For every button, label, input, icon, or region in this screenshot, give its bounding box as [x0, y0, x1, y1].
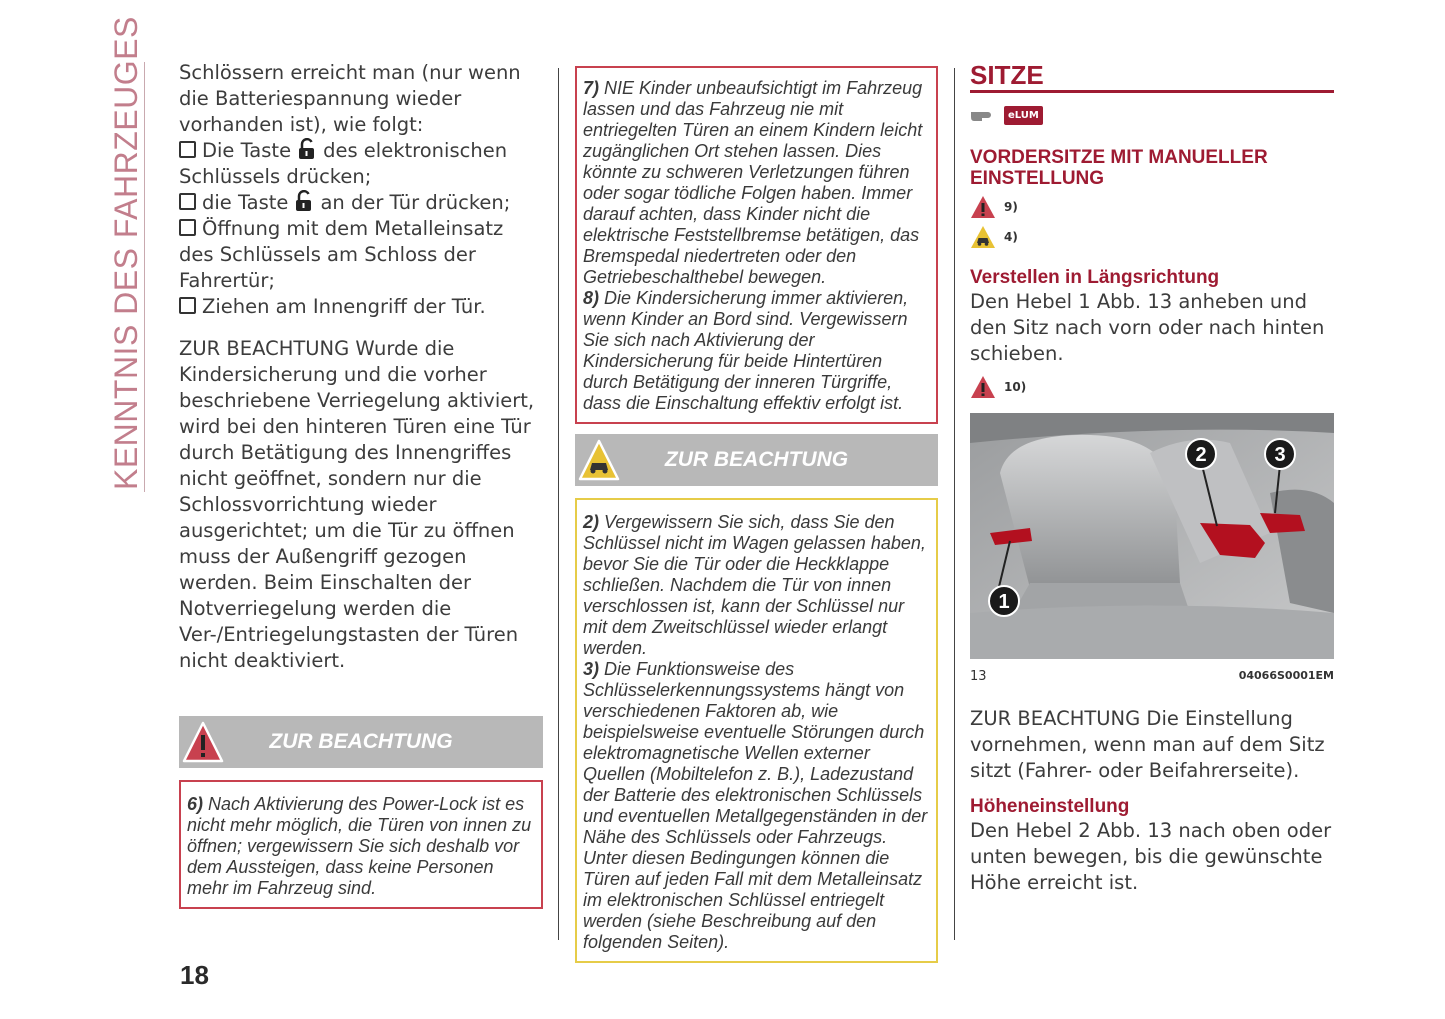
- warning-ref: 9): [970, 195, 1334, 219]
- intro-text: Schlössern erreicht man (nur wenn die Batteriespannung wieder vorhanden ist), wie folgt:: [179, 61, 521, 136]
- warning-number: 6): [187, 794, 204, 814]
- section-title: SITZE: [970, 60, 1334, 93]
- warning-item: 8) Die Kindersicherung immer aktivieren, wenn Kinder an Bord sind. Vergewissern Sie sich nach Aktivierung der Kindersicherung für beide Hintertüren durch Betätigung der inneren Türgriffe, dass die Einschaltung effektiv erfolgt ist.: [583, 288, 909, 413]
- danger-triangle-icon: [970, 195, 996, 219]
- elum-badge: eLUM: [1004, 106, 1043, 125]
- seat-note: ZUR BEACHTUNG Die Einstellung vornehmen, wenn man auf dem Sitz sitzt (Fahrer- oder Beifahrerseite).: [970, 707, 1325, 782]
- column-left: [179, 60, 543, 909]
- svg-text:1: 1: [998, 591, 1010, 613]
- note-ref: 4): [970, 225, 1334, 249]
- caution-car-triangle-icon: [578, 438, 620, 482]
- chapter-side-title: [104, 16, 145, 492]
- subsection-heading: VORDERSITZE MIT MANUELLER EINSTELLUNG: [970, 147, 1268, 189]
- note-box: [575, 498, 938, 963]
- column-divider: [558, 68, 559, 940]
- callout-2: [1186, 439, 1216, 469]
- longitudinal-text: Den Hebel 1 Abb. 13 anheben und den Sitz nach vorn oder nach hinten schieben.: [970, 290, 1325, 365]
- warning-box: [575, 66, 938, 424]
- callout-1: [989, 586, 1019, 616]
- danger-triangle-icon: [182, 720, 224, 764]
- svg-text:2: 2: [1195, 444, 1207, 466]
- bullet-square-icon: [179, 141, 196, 158]
- figure-number: 13: [970, 669, 987, 684]
- warning-ref: 10): [970, 375, 1334, 399]
- heading-longitudinal: Verstellen in Längsrichtung: [970, 267, 1220, 288]
- child-lock-note: ZUR BEACHTUNG Wurde die Kindersicherung und die vorher beschriebene Verriegelung aktiviert, wird bei den hinteren Türen eine Tür durch Betätigung des Innengriffes nicht geöffnet, sondern nur die Schlossvorrichtung wieder ausgerichtet; um die Tür zu öffnen muss der Außengriff gezogen werden. Beim Einschalten der Notverriegelung werden die Ver-/Entriegelungstasten der Türen nicht deaktiviert.: [179, 337, 535, 672]
- note-item: 2) Vergewissern Sie sich, dass Sie den Schlüssel nicht im Wagen gelassen haben, bevor Sie die Tür oder die Heckklappe schließen. Nachdem die Tür von innen verschlossen ist, kann der Schlüssel nur mit dem Zweitschlüssel wieder erlangt werden.: [583, 512, 926, 658]
- bullet-square-icon: [179, 297, 196, 314]
- unlock-key-icon: [297, 138, 317, 160]
- figure-code: 04066S0001EM: [1238, 669, 1334, 682]
- callout-3: [1265, 439, 1295, 469]
- unlock-methods: [179, 60, 543, 320]
- svg-text:3: 3: [1274, 444, 1286, 466]
- column-middle: [575, 66, 938, 963]
- chapter-title-text: KENNTNIS DES FAHRZEUGES: [108, 16, 144, 490]
- unlock-key-icon: [294, 190, 314, 212]
- seat-figure: [970, 413, 1334, 659]
- page-number: 18: [180, 960, 209, 990]
- warning-heading-text: ZUR BEACHTUNG: [269, 730, 453, 753]
- note-heading-bar: [575, 434, 938, 486]
- list-item: Öffnung mit dem Metalleinsatz des Schlüssels am Schloss der Fahrertür;: [179, 217, 504, 292]
- bullet-square-icon: [179, 219, 196, 236]
- seat-illustration: [970, 413, 1334, 659]
- warning-item: 7) NIE Kinder unbeaufsichtigt im Fahrzeug lassen und das Fahrzeug nie mit entriegelten Türen an einem Kindern leicht zugänglichen Ort stehen lassen. Dies könnte zu schweren Verletzungen führen oder sogar tödliche Folgen haben. Immer darauf achten, dass Kinder nicht die elektrische Feststellbremse betätigen, das Bremspedal niedertreten oder den Getriebeschalthebel bewegen.: [583, 78, 923, 287]
- column-divider: [954, 68, 955, 940]
- bullet-square-icon: [179, 193, 196, 210]
- list-item: Die Taste des elektronischen Schlüssels drücken;: [179, 139, 508, 188]
- note-heading-text: ZUR BEACHTUNG: [664, 448, 849, 471]
- height-text: Den Hebel 2 Abb. 13 nach oben oder unten bewegen, bis die gewünschte Höhe erreicht ist.: [970, 819, 1332, 894]
- list-item: die Taste an der Tür drücken;: [179, 190, 543, 216]
- note-item: 3) Die Funktionsweise des Schlüsselerkennungssystems hängt von verschiedenen Faktoren ab, wie beispielsweise eventuelle Störungen durch elektromagnetische Wellen externer Quellen (Mobiltelefon z. B.), Ladezustand der Batterie des elektronischen Schlüssels und eventuellen Metallgegenständen in der Nähe des Schlüssels oder Fahrzeugs. Unter diesen Bedingungen können die Türen auf jeden Fall mit dem Metalleinsatz im elektronischen Schlüssel entriegelt werden (siehe Beschreibung auf den folgenden Seiten).: [583, 659, 928, 952]
- caution-car-triangle-icon: [970, 225, 996, 249]
- warning-text: Nach Aktivierung des Power-Lock ist es nicht mehr möglich, die Türen von innen zu öffnen; vergewissern Sie sich deshalb vor dem Aussteigen, dass keine Personen mehr im Fahrzeug sind.: [187, 794, 532, 898]
- column-right: [970, 60, 1334, 896]
- pointing-hand-icon: [970, 105, 1000, 125]
- heading-height: Höheneinstellung: [970, 796, 1130, 817]
- figure-caption: [970, 669, 1334, 684]
- warning-heading-bar: [179, 716, 543, 768]
- elum-badge-row: [970, 105, 1334, 125]
- list-item: Ziehen am Innengriff der Tür.: [179, 294, 543, 320]
- warning-box: [179, 780, 543, 909]
- danger-triangle-icon: [970, 375, 996, 399]
